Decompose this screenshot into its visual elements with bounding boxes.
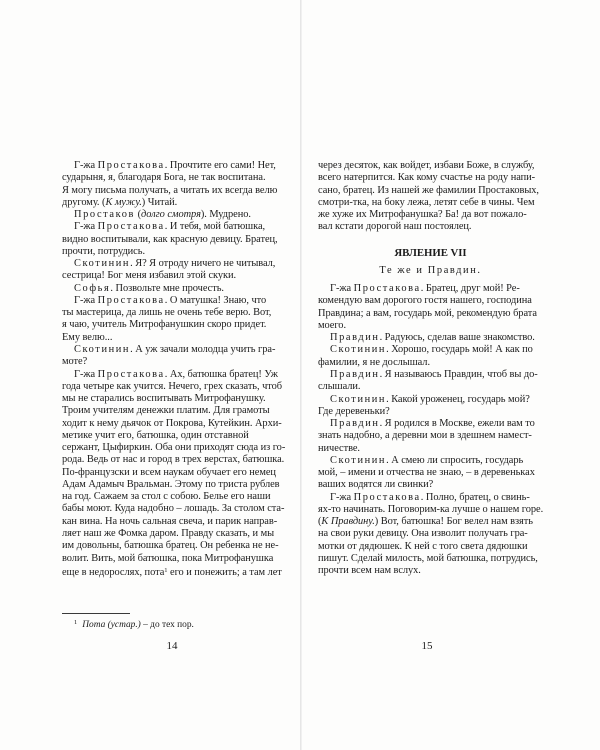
text-line [62, 356, 287, 368]
text-run: еще в недорослях, пота [62, 566, 165, 578]
text-run: моего. [318, 319, 347, 331]
text-run: вал кстати дорогой наш постоялец. [318, 221, 472, 233]
speaker-name: Простакова [353, 283, 421, 295]
text-run: Ему велю... [62, 331, 113, 343]
text-line [318, 553, 543, 565]
text-run: на свои руки девицу. Она изволит получать гра- [318, 528, 528, 540]
text-line [318, 320, 543, 332]
text-run: ( [135, 209, 142, 221]
text-run: другому. ( [62, 196, 106, 208]
text-run: Троим учителям денежки платим. Для грамоты [62, 405, 270, 417]
scene-subheading [318, 265, 543, 277]
text-line [62, 246, 287, 258]
text-run: Я могу письма получать, а читать их всегда велю [62, 184, 278, 196]
text-run: . И тебя, мой батюшка, [164, 221, 266, 233]
stage-direction: долго смотря [141, 209, 201, 221]
text-run: ях-то начинать. Поговорим-ка лучше о нашем горе. [318, 503, 544, 515]
text-run: Г-жа [330, 491, 354, 503]
text-run: всего натерпится. Как кому счастье на роду напи- [318, 172, 536, 184]
text-run: сестрица! Бог меня избавил этой скуки. [62, 270, 237, 282]
text-run: . Я родился в Москве, ежели вам то [379, 418, 535, 430]
text-run: Где деревеньки? [318, 405, 390, 417]
speaker-name: Правдин [330, 368, 380, 380]
text-run: сержант, Цыфиркин. Оба они приходят сюда из го- [62, 442, 286, 454]
text-run: прочти, потрудись. [62, 245, 145, 257]
text-line [62, 270, 287, 282]
text-run: Правдина; а вам, государь мой, рекомендую брата [318, 307, 537, 319]
text-run: ты мастерица, да лишь не очень тебе верю. Вот, [62, 307, 272, 319]
scene-heading: ЯВЛЕНИЕ VII [394, 246, 467, 259]
text-run: . Радуюсь, сделав ваше знакомство. [379, 332, 535, 344]
text-run: рода. Ведь от нас и город в трех верстах, батюшка. [62, 454, 285, 466]
text-run: же хуже их Митрофанушка? Ба! да вот пожало- [318, 209, 527, 221]
text-run: метике учит его, батюшка, один отставной [62, 429, 249, 441]
text-run: Г-жа [74, 294, 98, 306]
text-line [318, 455, 543, 467]
speaker-name: Простакова [97, 160, 165, 171]
text-line [62, 565, 287, 577]
speaker-name: Софья [74, 282, 111, 294]
text-run: . Позвольте мне прочесть. [110, 282, 224, 294]
text-line [318, 406, 543, 418]
text-line [318, 197, 543, 209]
text-line [62, 503, 287, 515]
text-line [318, 221, 543, 233]
speaker-name: Скотинин [330, 344, 387, 356]
text-run: кан вина. На ночь сальная свеча, и парик направ- [62, 515, 278, 527]
speaker-name: Скотинин [330, 393, 387, 405]
text-line [62, 430, 287, 442]
text-line [62, 381, 287, 393]
text-run: ляет наш же Фомка даром. Правду сказать, и мы [62, 527, 275, 539]
text-run: бабы моют. Куда надобно – лошадь. За столом ста- [62, 503, 285, 515]
text-run: фамилии, я не дослышал. [318, 356, 430, 368]
text-line [318, 357, 543, 369]
stage-direction: К мужу. [105, 196, 142, 208]
text-run: . Я называюсь Правдин, чтоб вы до- [379, 368, 538, 380]
speaker-name: Правдин [330, 332, 380, 344]
text-line [62, 332, 287, 344]
text-line [318, 283, 543, 295]
text-run: через десяток, как войдет, избави Боже, в службу, [318, 160, 535, 171]
text-line [62, 479, 287, 491]
text-run: мой, – имени и отчества не знаю, – в деревеньках [318, 467, 535, 479]
text-run: ваших водятся ли свинки? [318, 479, 434, 491]
text-line [318, 541, 543, 553]
text-line [62, 295, 287, 307]
page-number-right: 15 [421, 640, 433, 652]
text-line [318, 172, 543, 184]
text-run: я чаю, учитель Митрофанушкин скоро придет. [62, 319, 267, 331]
text-run: прочти всем нам вслух. [318, 565, 421, 577]
text-run: Г-жа [74, 221, 98, 233]
text-line [62, 221, 287, 233]
text-run: . Какой уроженец, государь мой? [386, 393, 530, 405]
text-line [62, 307, 287, 319]
footnote-marker: 1 [74, 619, 78, 626]
text-line [318, 443, 543, 455]
text-line [62, 491, 287, 503]
text-line [62, 454, 287, 466]
text-line [62, 528, 287, 540]
text-line [62, 344, 287, 356]
speaker-name: Скотинин [74, 258, 131, 270]
text-run: видно воспитывали, как красную девицу. Братец, [62, 233, 278, 245]
text-line [318, 528, 543, 540]
text-line [318, 430, 543, 442]
text-line [62, 160, 287, 172]
text-line [318, 295, 543, 307]
text-run: ) Вот, батюшка! Бог велел нам взять [374, 516, 533, 528]
text-line [318, 308, 543, 320]
text-run: Г-жа [74, 160, 98, 171]
text-run: ( [318, 516, 322, 528]
page-number-left: 14 [166, 640, 178, 652]
text-run: . Ах, батюшка братец! Уж [164, 368, 278, 380]
text-run: ). Мудрено. [200, 209, 251, 221]
speaker-name: Простакова [97, 294, 165, 306]
text-run: . А уж зачали молодца учить гра- [130, 343, 276, 355]
footnote-term: Пота (устар.) [82, 620, 141, 630]
text-line [62, 197, 287, 209]
text-run: . Прочтите его сами! Нет, [164, 160, 276, 171]
text-run: . О матушка! Знаю, что [164, 294, 267, 306]
text-run: комендую вам дорогого гостя нашего, господина [318, 295, 532, 307]
text-line [62, 393, 287, 405]
text-line [318, 479, 543, 491]
text-line [62, 418, 287, 430]
right-page-text-top [318, 160, 543, 234]
text-line [62, 405, 287, 417]
text-run: моте? [62, 356, 88, 368]
text-line [318, 209, 543, 221]
text-line [318, 504, 543, 516]
text-run: Г-жа [330, 283, 354, 295]
text-line [62, 234, 287, 246]
footnote-text: – до тех пор. [140, 620, 194, 630]
text-run: . Полно, братец, о свинь- [420, 491, 530, 503]
text-line [318, 394, 543, 406]
left-page-text [62, 160, 287, 577]
speaker-name: Простакова [97, 221, 165, 233]
text-line [62, 553, 287, 565]
text-run: По-французски и всем наукам обучает его немец [62, 466, 276, 478]
text-run: смотри-тка, на боку лежа, летят себе в чины. Чем [318, 196, 535, 208]
text-run: ) Читай. [141, 196, 178, 208]
text-run: его и понежить; а там лет [167, 566, 282, 578]
text-line [62, 369, 287, 381]
speaker-name: Простаков [74, 209, 136, 221]
text-line [318, 160, 543, 172]
text-line [62, 258, 287, 270]
text-run: . А смею ли спросить, государь [386, 454, 524, 466]
text-line [62, 540, 287, 552]
speaker-name: Скотинин [330, 454, 387, 466]
text-run: мотки от дядюшек. К ней с того света дядюшки [318, 540, 528, 552]
text-line [318, 492, 543, 504]
text-line [318, 369, 543, 381]
right-page-text [318, 160, 543, 578]
text-run: Адам Адамыч Вральман. Этому по триста рублев [62, 478, 280, 490]
text-line [62, 319, 287, 331]
text-run: ничестве. [318, 442, 360, 454]
text-run: года четыре как учится. Нечего, грех сказать, чтоб [62, 380, 283, 392]
text-line [318, 467, 543, 479]
text-line [318, 344, 543, 356]
footnote-ref: 1 [164, 566, 168, 574]
spacer [318, 234, 543, 247]
text-run: сударыня, я, благодаря Бога, не так воспитана. [62, 172, 266, 184]
text-line [318, 332, 543, 344]
text-line [62, 172, 287, 184]
text-run: пишут. Сделай милость, мой батюшка, потрудись, [318, 552, 538, 564]
speaker-name: Простакова [97, 368, 165, 380]
text-run: знать надобно, а деревни мои в здешнем намест- [318, 430, 532, 442]
stage-direction: К Правдину. [321, 516, 375, 528]
text-line [318, 565, 543, 577]
speaker-name: Скотинин [74, 343, 131, 355]
scene-subheading-text: Те же и Правдин. [379, 264, 482, 276]
text-line [318, 418, 543, 430]
text-run: им довольны, батюшка братец. Он ребенка не не- [62, 540, 279, 552]
right-page-text-bottom [318, 283, 543, 577]
right-page [302, 0, 600, 750]
text-line [62, 283, 287, 295]
text-line [62, 467, 287, 479]
text-line [62, 442, 287, 454]
footnote [74, 617, 194, 631]
text-run: Г-жа [74, 368, 98, 380]
text-line [318, 381, 543, 393]
text-line [62, 516, 287, 528]
text-line [318, 185, 543, 197]
text-run: мы не старались воспитывать Митрофанушку. [62, 393, 266, 405]
text-run: . Я? Я отроду ничего не читывал, [130, 258, 276, 270]
text-run: слышали. [318, 381, 361, 393]
text-line [62, 209, 287, 221]
text-run: сано, братец. Из нашей же фамилии Простаковых, [318, 184, 539, 196]
speaker-name: Правдин [330, 418, 380, 430]
speaker-name: Простакова [353, 491, 421, 503]
text-run: . Братец, друг мой! Ре- [420, 283, 520, 295]
text-line [318, 516, 543, 528]
text-run: . Хорошо, государь мой! А как по [386, 344, 533, 356]
text-run: на год. Сажаем за стол с собою. Белье его наши [62, 491, 271, 503]
text-line [62, 185, 287, 197]
footnote-rule [62, 613, 130, 614]
text-run: ходит к нему дьячок от Покрова, Кутейкин. Архи- [62, 417, 282, 429]
text-run: волит. Вить, мой батюшка, пока Митрофанушка [62, 552, 274, 564]
